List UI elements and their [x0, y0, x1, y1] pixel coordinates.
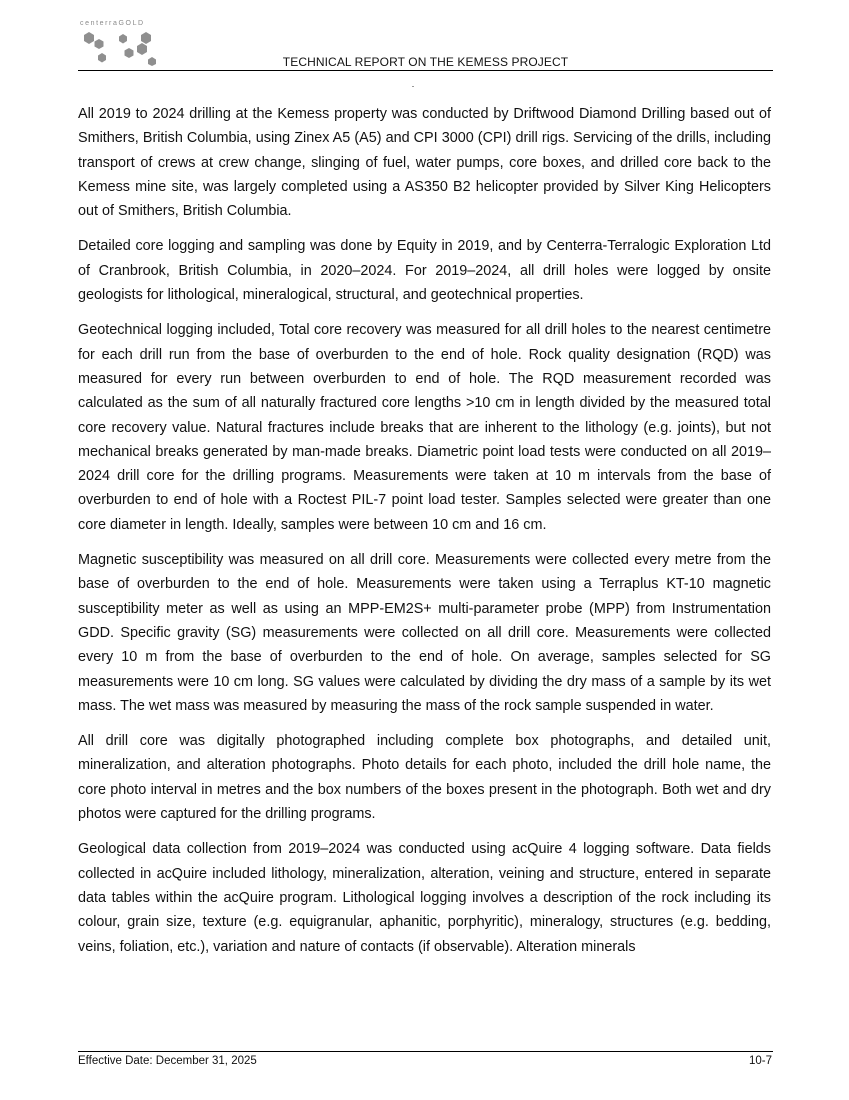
report-body: [78, 102, 771, 970]
report-title: TECHNICAL REPORT ON THE KEMESS PROJECT: [282, 55, 569, 69]
paragraph-geotechnical: Geotechnical logging included, Total core recovery was measured for all drill holes to the nearest centimetre for each drill run from the base of overburden to the end of hole. Rock quality designation (RQD) was measured for every run between overburden to end of hole. The RQD measurement recorded was calculated as the sum of all naturally fractured core lengths >10 cm in length divided by the measured total core recovery value. Natural fractures include breaks that are inherent to the lithology (e.g. joints), but not mechanical breaks generated by man-made breaks. Diametric point load tests were conducted on all 2019–2024 drill core for the drilling programs. Measurements were taken at 10 m intervals from the base of overburden to end of hole with a Roctest PIL-7 point load tester. Samples selected were greater than one core diameter in length. Ideally, samples were between 10 cm and 16 cm.: [78, 322, 771, 533]
page-number: 10-7: [748, 1055, 772, 1067]
paragraph-photography: All drill core was digitally photographed including complete box photographs, and detailed unit, mineralization, and alteration photographs. Photo details for each photo, included the drill hole name, the core photo interval in metres and the box numbers of the boxes present in the photograph. Both wet and dry photos were captured for the drilling programs.: [78, 733, 771, 823]
header-divider: [78, 70, 773, 71]
stray-mark: [412, 86, 414, 87]
logo-wordmark: centerraGOLD: [80, 20, 145, 27]
paragraph-drilling: All 2019 to 2024 drilling at the Kemess property was conducted by Driftwood Diamond Drilling based out of Smithers, British Columbia, using Zinex A5 (A5) and CPI 3000 (CPI) drill rigs. Servicing of the drills, including transport of crews at crew change, slinging of fuel, water pumps, core boxes, and drilled core back to the Kemess mine site, was largely completed using a AS350 B2 helicopter provided by Silver King Helicopters out of Smithers, British Columbia.: [78, 106, 771, 220]
footer-divider: [78, 1051, 773, 1052]
paragraph-magnetic-susceptibility: Magnetic susceptibility was measured on all drill core. Measurements were collected every metre from the base of overburden to the end of hole. Measurements were taken using a Terraplus KT-10 magnetic susceptibility meter as well as using an MPP-EM2S+ multi-parameter probe (MPP) from Instrumentation GDD. Specific gravity (SG) measurements were collected on all drill core. Measurements were collected every 10 m from the base of overburden to the end of hole. On average, samples selected for SG measurements were 10 cm long. SG values were calculated by dividing the dry mass of a sample by its wet mass. The wet mass was measured by measuring the mass of the rock sample suspended in water.: [78, 552, 771, 714]
effective-date: Effective Date: December 31, 2025: [78, 1055, 257, 1067]
paragraph-core-logging: Detailed core logging and sampling was done by Equity in 2019, and by Centerra-Terralogic Exploration Ltd of Cranbrook, British Columbia, in 2020–2024. For 2019–2024, all drill holes were logged by onsite geologists for lithological, mineralogical, structural, and geotechnical properties.: [78, 238, 771, 304]
paragraph-geological-data: Geological data collection from 2019–2024 was conducted using acQuire 4 logging software. Data fields collected in acQuire included lithology, mineralization, alteration, veining and structure, entered in separate data tables within the acQuire program. Lithological logging involves a description of the rock including its colour, grain size, texture (e.g. equigranular, aphanitic, porphyritic), mineralogy, structures (e.g. bedding, veins, foliation, etc.), variation and nature of contacts (if observable). Alteration minerals: [78, 841, 771, 955]
